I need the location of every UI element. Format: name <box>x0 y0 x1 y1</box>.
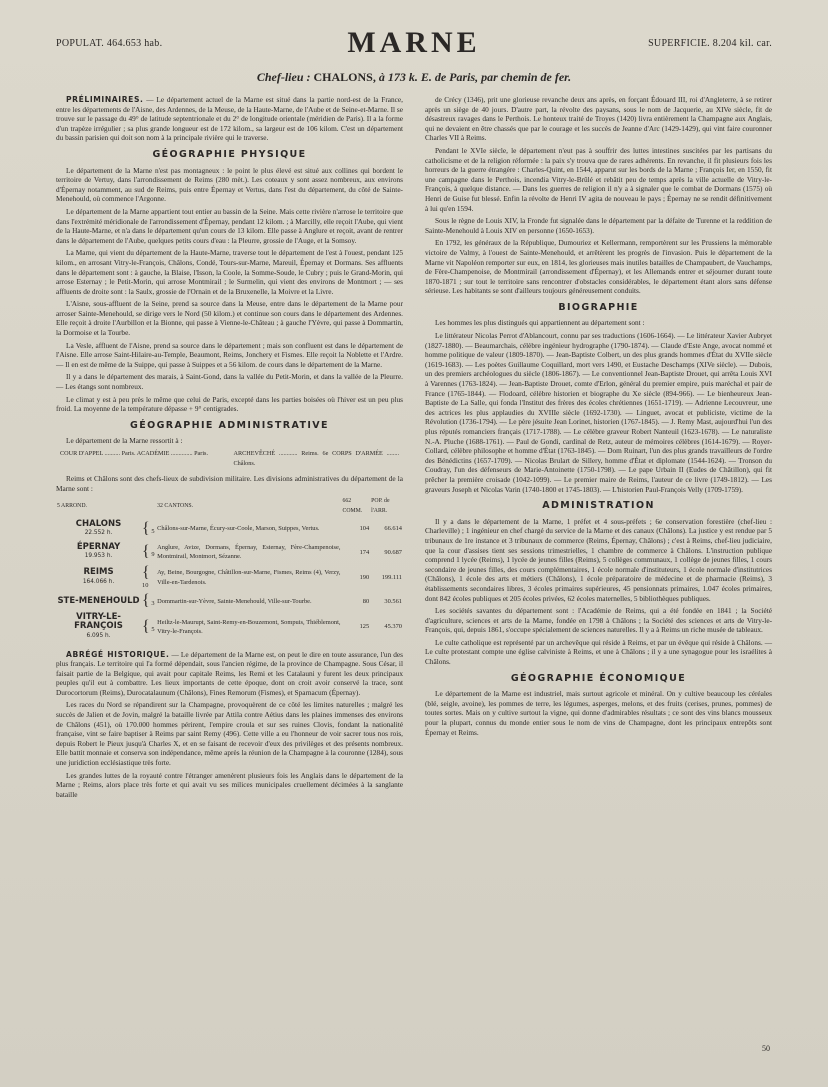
chef-lieu-line <box>56 70 772 85</box>
geo-admin-intro: Le département de la Marne ressortit à : <box>66 436 183 446</box>
table-header: 5 ARROND. <box>57 503 87 510</box>
arrondissement-name: STE-MENEHOULD <box>57 595 140 606</box>
commune-count: 174 <box>359 548 370 556</box>
canton-count: { 5 <box>142 519 155 537</box>
commune-count: 125 <box>359 623 370 631</box>
canton-count: { 10 <box>142 563 150 589</box>
admin-note: Reims et Châlons sont des chefs-lieux de subdivision militaire. Les divisions administratives du département de la Marne sont : <box>56 474 403 493</box>
paragraph: Le culte catholique est représenté par un archevêque qui réside à Reims, et par un évêque qui réside à Châlons. — Le culte protestant compte une église calviniste à Reims, et une à Châlons ; il y a une synagogue pour les israélites à Châlons. <box>425 637 772 667</box>
ressort-right: ARCHEVÊCHÉ ............ Reims. 6e CORPS D'ARMÉE ........ Châlons. <box>233 450 399 467</box>
canton-list: Anglure, Avize, Dormans, Épernay, Esternay, Fère-Champenoise, Montmirail, Montmort, Sézanne. <box>157 543 341 561</box>
table-row <box>56 518 403 541</box>
canton-list: Ay, Beine, Bourgogne, Châtillon-sur-Marne, Fismes, Reims (4), Verzy, Ville-en-Tardenois. <box>157 569 341 587</box>
canton-count: { 3 <box>142 592 155 610</box>
chef-lieu-rest: à 173 k. E. de Paris, par chemin de fer. <box>375 70 572 84</box>
page-header <box>56 26 772 66</box>
paragraph: Pendant le XVIe siècle, le département n'eut pas à souffrir des luttes intestines suscitées par les partisans du catholicisme et de la religion réformée : la paix s'y trouva que de rares adhérents. En revanche, il fit plusieurs fois les horreurs de la guerre étrangère : Charles-Quint, en 1544, apparut sur les bords de la Marne ; François Ier, en 1550, fit une campagne dans le Perthois, incendia Vitry-le-Brûlé et rebâtit peu de temps après la ville actuelle de Vitry-le-François, à quelque distance. — Dans les guerres de religion il n'y a à signaler que le combat de Dormans (1575) où Henri de Guise fut blessé. Enfin la révolte de Henri IV agita de nouveau le pays ; Épernay ne se rendit définitivement à lui qu'en 1594. <box>425 145 772 213</box>
preliminaires-text: — Le département actuel de la Marne est situé dans la partie nord-est de la France, entre les départements de l'Aisne, des Ardennes, de la Meuse, de la Haute-Marne, de l'Aube et de Seine-et-Marne. Il se trouve sur le passage du 49° de latitude septentrionale et du 2° de longitude orientale (méridien de Paris). Il a la forme d'un trapèze irrégulier ; sa plus grande longueur est de 172 kilom., sa largeur est de 106 kilom. C'est un département du bassin parisien qui doit son nom à la principale rivière qui le traverse. <box>56 95 403 143</box>
canton-list: Heiltz-le-Maurupt, Saint-Remy-en-Bouzemont, Sompuis, Thiéblemont, Vitry-le-François. <box>157 618 341 636</box>
commune-count: 80 <box>362 597 370 605</box>
paragraph: Les races du Nord se répandirent sur la Champagne, provoquèrent de ce côté les limites naturelles ; malgré les succès de Jalien et de Jovin, malgré la bataille livrée par Attila contre Aétius dans les plaines immenses des environs de Châlons (451), où 170.000 hommes périrent, l'empire croula et sur ses ruines Clovis, fondant la nationalité française, vint se faire baptiser à Reims par saint Remy (496). Cette ville a eu l'honneur de voir sacrer tous nos rois, depuis Robert le Pieux jusqu'à Charles X, et en se faisant de recevoir d'eux des privilèges et des présents nombreux. Elle battit monnaie et conserva son indépendance, même après la réunion de la Champagne à la couronne (1284), sous une juridiction ecclésiastique très forte. <box>56 700 403 768</box>
table-row <box>56 564 403 592</box>
paragraph: Les sociétés savantes du département sont : l'Académie de Reims, qui a été fondée en 1841 ; la Société d'agriculture, sciences et arts de la Marne, fondée en 1798 à Châlons ; la Société des sciences et arts de Vitry-le-François, qui, depuis 1861, s'occupe spécialement de sciences naturelles. Il y a à Reims un riche musée de tableaux. <box>425 606 772 635</box>
paragraph: Le climat y est à peu près le même que celui de Paris, excepté dans les parties boisées où l'hiver est un peu plus froid. La moyenne de la température dépasse + 9° centigrades. <box>56 394 403 414</box>
table-header: 662 COMM. <box>342 498 363 514</box>
population-value: 66.614 <box>384 525 402 533</box>
commune-count: 104 <box>359 525 370 533</box>
administration-heading: ADMINISTRATION <box>542 500 655 512</box>
preliminaires-title: PRÉLIMINAIRES. <box>66 95 144 104</box>
arrondissement-name: REIMS 164.066 h. <box>82 567 115 586</box>
paragraph: Les grandes luttes de la royauté contre l'étranger amenèrent plusieurs fois les Anglais dans le département de la Marne ; Reims, alors place très forte et qui avait vu ses milices municipales cruellement décimées à la sanglante bataille <box>56 770 403 799</box>
arrondissement-name: CHALONS 22.552 h. <box>75 518 122 537</box>
table-row <box>56 592 403 611</box>
arrondissement-name: VITRY-LE-FRANÇOIS 6.095 h. <box>74 611 123 639</box>
paragraph: Le département de la Marne est industriel, mais surtout agricole et minéral. On y cultive beaucoup les céréales (blé, seigle, avoine), les pommes de terre, les légumes, asperges, melons, et des fruits (cerises, prunes, pommes) de toutes sortes. Mais on y cultive surtout la vigne, qui donne d'admirables résultats ; ce sont des vins blancs mousseux pour la plupart, connus du monde entier sous le nom de vins de Champagne, dont les principaux entrepôts sont Épernay et Reims. <box>425 689 772 737</box>
paragraph: En 1792, les généraux de la République, Dumouriez et Kellermann, remportèrent sur les Prussiens la mémorable victoire de Valmy, à l'ouest de Sainte-Menehould, et arrêtèrent les progrès de l'invasion. Puis le département de la Marne vit Napoléon remporter sur eux, en 1814, les glorieuses mais inutiles batailles de Champaubert, de Vauchamps, de Fère-Champenoise, de Montmirail (arrondissement d'Épernay), et les Allemands entrer et séjourner durant toute 1870-1871 ; sur tout le territoire sans rencontrer d'obstacles considérables, le département étant alors sans défense sérieuse. Les habitants se sont d'ailleurs toujours généreusement conduits. <box>425 238 772 296</box>
table-header-row <box>56 496 403 517</box>
canton-list: Dommartin-sur-Yèvre, Sainte-Menehould, Ville-sur-Tourbe. <box>157 597 312 605</box>
abrege-paragraph <box>56 650 403 698</box>
paragraph: Les hommes les plus distingués qui appartiennent au département sont : <box>435 318 645 328</box>
right-column <box>425 95 772 802</box>
canton-count: { 5 <box>142 617 155 635</box>
ressort-block <box>60 449 399 468</box>
abrege-title: ABRÉGÉ HISTORIQUE. <box>66 649 170 659</box>
paragraph: de Crécy (1346), prit une glorieuse revanche deux ans après, en forçant Édouard III, roi d'Angleterre, à se retirer après un siège de 40 jours. D'autre part, la révolte des paysans, sous le nom de Jacquerie, au XIVe siècle, fit de désastreux ravages dans le Perthois. Le honteux traité de Troyes (1420) livra entièrement la Champagne aux Anglais, qui ne devaient en être chassés que par le courage et les succès de Jeanne d'Arc (1429-1429), qui vint faire couronner Charles VII à Reims. <box>425 95 772 143</box>
paragraph: Le département de la Marne appartient tout entier au bassin de la Seine. Mais cette rivière n'arrose le territoire que dans l'extrémité méridionale de l'arrondissement d'Épernay, pendant 12 kilom. ; à Marcilly, elle reçoit l'Aube, qui vient de la Haute-Marne, et n'a dans le département qu'un cours de 13 kilom. Elle passe à Anglure et reçoit, avant de rentrer dans le département de l'Aube, quelques petits cours d'eau : la Pleurre, grossie de l'Auge, et la Somsoy. <box>56 206 403 245</box>
department-title: MARNE <box>347 26 481 59</box>
paragraph: La Vesle, affluent de l'Aisne, prend sa source dans le département ; mais son confluent est dans le département de l'Aisne. Elle arrose Saint-Hilaire-au-Temple, Beaumont, Reims, Jonchery et Fismes. Elle reçoit la Noblette et l'Ardre. — Il en est de même de la Suippe, qui passe à Suippes et a 56 kilom. de cours dans le département de la Marne. <box>56 340 403 369</box>
canton-list: Châlons-sur-Marne, Écury-sur-Coole, Marson, Suippes, Vertus. <box>157 525 320 533</box>
text-columns <box>56 95 772 802</box>
geo-admin-heading: GÉOGRAPHIE ADMINISTRATIVE <box>130 419 329 431</box>
geo-physique-heading: GÉOGRAPHIE PHYSIQUE <box>152 148 307 160</box>
biographie-heading: BIOGRAPHIE <box>558 301 639 313</box>
paragraph: L'Aisne, sous-affluent de la Seine, prend sa source dans la Meuse, entre dans le département de la Marne pour arroser Sainte-Menehould, se dirige vers le Nord (50 kilom.) et continue son cours dans le département des Ardennes. Elle reçoit à droite l'Aurbillon et la Bionne, qui passe à Vienne-le-Château ; à gauche l'Yèvre, qui passe à Dommartin, la Dormoise et la Tourbe. <box>56 299 403 338</box>
ressort-left: COUR D'APPEL .......... Paris. ACADÉMIE .............. Paris. <box>60 450 209 457</box>
commune-count: 190 <box>359 574 370 582</box>
superficie-label: SUPERFICIE. 8.204 kil. car. <box>648 38 772 49</box>
canton-count: { 9 <box>142 543 155 561</box>
arrondissements-table <box>56 496 403 643</box>
chef-lieu-city: CHALONS, <box>313 70 376 84</box>
paragraph: Le département de la Marne n'est pas montagneux : le point le plus élevé est situé aux collines qui bordent le territoire de Vertuy, dans l'arrondissement de Reims (280 mèt.). Les coteaux y sont assez nombreux, aux environs d'Épernay notamment, au sud de Reims, puis entre Épernay et Vertus, dans l'est du département, du côté de Sainte-Menehould, où commence l'Argonne. <box>56 165 403 204</box>
table-header: POP. de l'ARR. <box>371 498 390 514</box>
paragraph: Sous le règne de Louis XIV, la Fronde fut signalée dans le département par la défaite de Turenne et la reddition de Sainte-Menehould à Louis XIV en personne (1650-1653). <box>425 216 772 235</box>
geo-economique-heading: GÉOGRAPHIE ÉCONOMIQUE <box>510 672 687 684</box>
table-header: 32 CANTONS. <box>157 503 194 510</box>
left-column <box>56 95 403 802</box>
population-value: 90.687 <box>384 548 402 556</box>
preliminaires-paragraph <box>56 95 403 143</box>
table-row <box>56 541 403 564</box>
population-value: 199.111 <box>381 574 402 582</box>
arrondissement-name: ÉPERNAY 19.953 h. <box>76 541 121 560</box>
paragraph: La Marne, qui vient du département de la Haute-Marne, traverse tout le département de l'est à l'ouest, pendant 125 kilom., en arrosant Vitry-le-François, Châlons, Condé, Tours-sur-Marne, Mareuil, Épernay et Dormans. Ses affluents dans le département sont : à gauche, la Blaise, l'Isson, la Coole, la Somme-Soude, le Cubry ; puis le Grand-Morin, qui arrose Esternay ; le Petit-Morin, qui arrose Montmirail ; le Surmelin, qui vient des environs de Montmort ; — ses affluents de droite sont : la Saulx, grossie de l'Ornain et de la Bruxenelle, la Moivre et la Livre. <box>56 248 403 296</box>
paragraph: Il y a dans le département des marais, à Saint-Gond, dans la vallée du Petit-Morin, et dans la vallée de la Pleurre. — Les étangs sont nombreux. <box>56 372 403 392</box>
population-value: 30.561 <box>384 597 402 605</box>
population-value: 45.370 <box>384 623 402 631</box>
table-header <box>141 496 156 517</box>
chef-lieu-label: Chef-lieu : <box>256 70 314 84</box>
paragraph: Le littérateur Nicolas Perrot d'Ablancourt, connu par ses traductions (1606-1664). — Le littérateur Xavier Aubryet (1827-1880). — Beaumarchais, célèbre ingénieur hydrographe (1790-1874). — Claude d'Este Ange, avocat nommé et homme politique de valeur (1809-1870). — Jean-Baptiste Colbert, un des plus grands hommes d'État du XVIIe siècle (1619-1683). — Les poètes Guillaume Coquillard, mort vers 1490, et Eustache Deschamps (XIVe siècle). — Dubois, un des premiers archéologues du siècle (1806-1867). — Le conventionnel Jean-Baptiste Drouet, qui arrêta Louis XVI à Varennes (1763-1824). — Jean-Baptiste Drouet, comte d'Erlon, général du premier empire, puis maréchal et pair de France (1765-1844). — Flodoard, célèbre historien et biographe du Xe siècle (894-966). — Le bienheureux Jean-Baptiste de La Salle, qui fonda l'Institut des frères des écoles chrétiennes (1651-1719). — Adrienne Lecouvreur, une des actrices les plus applaudies du XVIIIe siècle (1692-1730). — Linguet, avocat et publiciste, victime de la Révolution (1736-1794). — Le père jésuite Jean Lorinet, historien (1767-1845). — J. Remy Mast, aujourd'hui l'un des plus réputés romanciers français (1717-1788). — Le célèbre graveur Robert Nanteuil (1623-1678). — Le naturaliste N.-A. Pluche (1688-1761). — Paul de Gondi, cardinal de Retz, auteur de mémoires célèbres (1614-1679). — Royer-Collard, célèbre philosophe et homme d'État (1763-1845). — Dom Ruinart, l'un des plus grands travailleurs de l'ordre des Bénédictins (1657-1709). — Nicolas Brulart de Sillery, homme d'État et diplomate (1544-1624). — Tronson du Coudray, l'un des défenseurs de Marie-Antoinette (1750-1798). — Le pape Urbain II (Eudes de Châtillon), qui fit prêcher la première croisade (1042-1099). — Le premier maire de Reims, l'auteur de ce livre (1749-1812). — Les graveurs Joseph et Nicolas Varin (1740-1800 et 1745-1803). — L'historien Paul-François Velly (1709-1759). <box>425 331 772 494</box>
paragraph: Il y a dans le département de la Marne, 1 préfet et 4 sous-préfets ; 6e conservation forestière (chef-lieu : Charleville) ; 1 ingénieur en chef chargé du service de la Marne et des canaux (Châlons). La justice y est rendue par 5 tribunaux de 1re instance et 3 tribunaux de commerce (Reims, Épernay, Châlons) ; c'est à Reims, chef-lieu judiciaire, que la cour d'assises tient ses sessions trimestrielles, 1 chambre de commerce à Châlons. L'instruction publique comprend 1 lycée (Reims), 1 lycée de jeunes filles (Reims), 5 collèges communaux, 1 collège de jeunes filles, 1 cours secondaire de jeunes filles, des cours complémentaires, 1 école normale d'instituteurs, 1 école normale d'institutrices (Châlons), 1 école des arts et métiers (Châlons), 1 école préparatoire de médecine et de pharmacie (Reims), 3 établissements secondaires libres, 3 écoles primaires supérieures, 45 pensionnats primaires, 1.047 écoles primaires, dont 842 écoles publiques et 205 écoles privées, 62 écoles maternelles, 5 bibliothèques publiques. <box>425 516 772 603</box>
page-number: 50 <box>762 1044 770 1053</box>
abrege-text: — Le département de la Marne est, on peut le dire en toute assurance, l'un des plus français. Le territoire qui l'a formé dépendait, sous l'ancien régime, de la province de Champagne. Sous César, il faisait partie de la Belgique, qui avait pour capitale Reims, les Remi et les Catalauni y furent les deux principaux peuples qu'il eut à combattre. Les lieux importants de cette époque, dont on croit avoir conservé la trace, sont Durocortorum (Reims), Durocatalaunum (Châlons), Fines Remorum (Fismes), et Sparnacum (Épernay). <box>56 649 403 697</box>
table-row <box>56 611 403 644</box>
population-label: POPULAT. 464.653 hab. <box>56 38 163 49</box>
